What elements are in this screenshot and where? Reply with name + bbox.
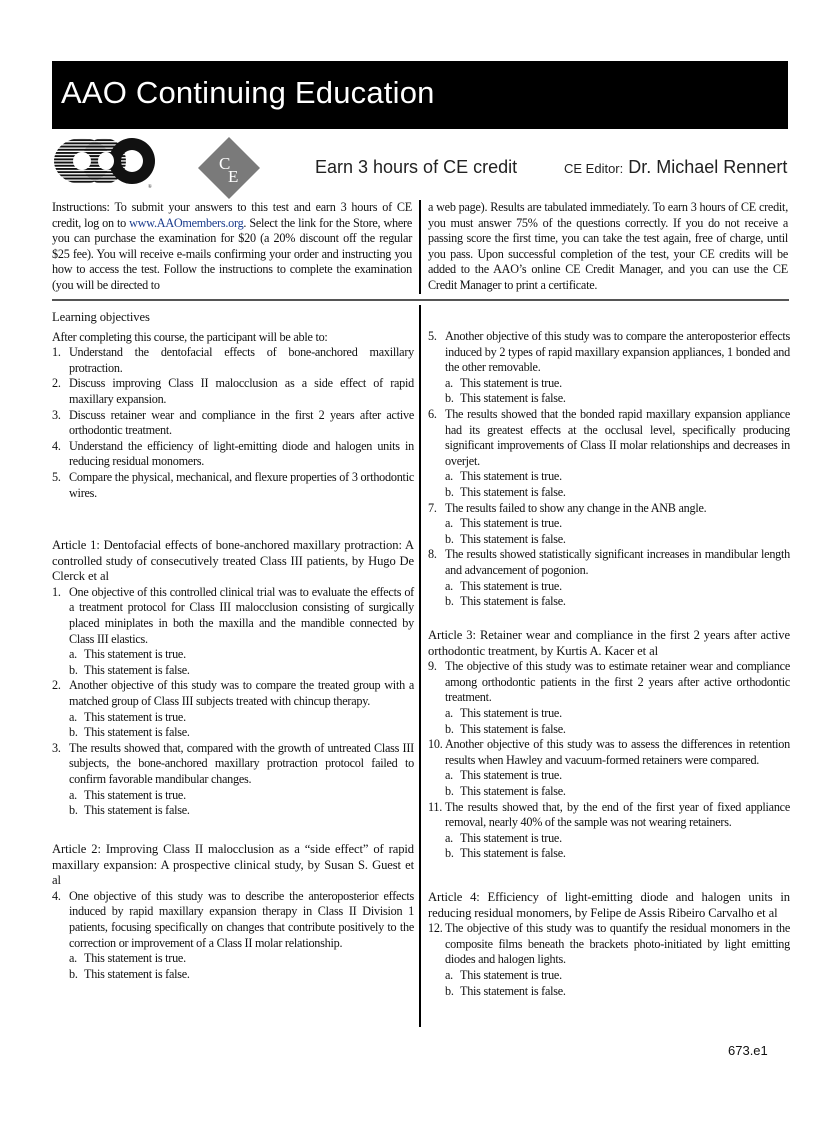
objective-item — [52, 439, 414, 470]
question — [428, 547, 790, 578]
article-heading: Article 4: Efficiency of light-emitting diode and halogen units in reducing residual monomers, by Felipe de Assis Ribeiro Carvalho et al — [428, 890, 790, 920]
question — [428, 407, 790, 469]
option-b-text: This statement is false. — [460, 484, 566, 499]
option-b[interactable] — [428, 722, 790, 738]
column-divider — [419, 200, 421, 294]
question-number: 12. — [428, 921, 443, 936]
option-b-letter: b. — [69, 725, 78, 740]
option-b-text: This statement is false. — [460, 721, 566, 736]
svg-text:C: C — [219, 154, 231, 173]
question-number: 2. — [52, 678, 61, 693]
question-number: 3. — [52, 740, 61, 755]
option-a[interactable] — [428, 831, 790, 847]
option-b[interactable] — [428, 485, 790, 501]
svg-text:®: ® — [148, 185, 152, 190]
objective-item — [52, 345, 414, 376]
option-b-text: This statement is false. — [460, 531, 566, 546]
question — [428, 800, 790, 831]
option-a-text: This statement is true. — [460, 830, 562, 845]
question — [52, 678, 414, 709]
option-b-letter: b. — [445, 721, 454, 736]
article-heading: Article 3: Retainer wear and compliance in the first 2 years after active orthodontic treatment, by Kurtis A. Kacer et al — [428, 628, 790, 658]
question — [52, 741, 414, 788]
option-a[interactable] — [428, 469, 790, 485]
option-a-letter: a. — [445, 578, 453, 593]
option-a-text: This statement is true. — [84, 787, 186, 802]
option-b[interactable] — [428, 594, 790, 610]
question-text: The results showed statistically significant increases in mandibular length and advancement of pogonion. — [445, 547, 790, 577]
option-a-text: This statement is true. — [84, 647, 186, 662]
question-text: Another objective of this study was to assess the differences in retention results when Hawley and vacuum-formed retainers were compared. — [445, 737, 790, 767]
question — [428, 501, 790, 517]
option-a-letter: a. — [445, 375, 453, 390]
ce-badge-icon — [198, 137, 260, 199]
option-a-text: This statement is true. — [460, 578, 562, 593]
option-b[interactable] — [52, 663, 414, 679]
option-b-text: This statement is false. — [84, 966, 190, 981]
objective-item — [52, 376, 414, 407]
question-number: 4. — [52, 888, 61, 903]
option-b[interactable] — [428, 391, 790, 407]
question-text: The results showed that, by the end of the first year of fixed appliance removal, nearly 40% of the sample was not wearing retainers. — [445, 799, 790, 830]
editor-label: CE Editor: — [564, 161, 624, 176]
option-b[interactable] — [52, 803, 414, 819]
instructions-text: Instructions: To submit your answers to this test and earn 3 hours of CE credit, log on to — [52, 200, 412, 230]
objective-number: 4. — [52, 438, 61, 453]
option-a-text: This statement is true. — [460, 768, 562, 783]
article-1 — [52, 538, 414, 819]
option-a-letter: a. — [69, 647, 77, 662]
aao-members-link[interactable]: www.AAOmembers.org — [129, 215, 244, 230]
option-b[interactable] — [428, 784, 790, 800]
option-a[interactable] — [52, 647, 414, 663]
option-a-letter: a. — [445, 830, 453, 845]
option-b-text: This statement is false. — [460, 391, 566, 406]
option-b-letter: b. — [445, 531, 454, 546]
option-b-text: This statement is false. — [460, 594, 566, 609]
option-b-letter: b. — [445, 484, 454, 499]
option-b-text: This statement is false. — [460, 846, 566, 861]
question-number: 7. — [428, 500, 437, 515]
objective-item — [52, 408, 414, 439]
objectives-intro: After completing this course, the participant will be able to: — [52, 329, 328, 344]
question-text: The results showed that the bonded rapid maxillary expansion appliance had its greatest effects at the occlusal level, specifically producing significant improvements of Class II molar relationships and decreases in overjet. — [445, 406, 790, 468]
option-b-letter: b. — [445, 594, 454, 609]
question — [428, 659, 790, 706]
question-number: 10. — [428, 737, 443, 752]
option-a-text: This statement is true. — [84, 709, 186, 724]
option-a-letter: a. — [69, 709, 77, 724]
option-b-letter: b. — [445, 846, 454, 861]
option-b-letter: b. — [445, 391, 454, 406]
article-4 — [428, 890, 790, 999]
question — [52, 889, 414, 951]
question-text: The results failed to show any change in the ANB angle. — [445, 500, 707, 515]
question — [52, 585, 414, 647]
question-text: Another objective of this study was to compare the treated group with a matched group of Class III subjects treated with chincup therapy. — [69, 678, 414, 708]
question — [428, 329, 790, 376]
instructions-left — [52, 200, 412, 294]
option-a[interactable] — [428, 768, 790, 784]
option-a[interactable] — [52, 951, 414, 967]
option-a[interactable] — [428, 706, 790, 722]
question-text: The objective of this study was to quantify the residual monomers in the composite films beneath the brackets photo-initiated by light emitting diodes and halogen lights. — [445, 921, 790, 967]
banner-title: AAO Continuing Education — [61, 75, 435, 110]
option-a[interactable] — [52, 788, 414, 804]
instructions-right: a web page). Results are tabulated immediately. To earn 3 hours of CE credit, you must answer 75% of the questions correctly. If you do not receive a passing score the first time, you can take the test again, free of charge, until you pass. Upon successful completion of the test, your CE credits will be added to the AAO’s online CE Credit Manager, and you can use the CE Credit Manager to print a certificate. — [428, 200, 788, 292]
option-a[interactable] — [428, 579, 790, 595]
question — [428, 737, 790, 768]
question-number: 11. — [428, 799, 443, 814]
option-a-letter: a. — [445, 967, 453, 982]
option-b[interactable] — [428, 532, 790, 548]
objectives-heading: Learning objectives — [52, 310, 150, 324]
objective-text: Understand the efficiency of light-emitting diode and halogen units in reducing residual monomers. — [69, 438, 414, 469]
option-b-text: This statement is false. — [460, 783, 566, 798]
objective-number: 1. — [52, 345, 61, 360]
article-2 — [52, 842, 414, 982]
option-a-text: This statement is true. — [460, 469, 562, 484]
svg-text:E: E — [228, 167, 239, 186]
option-b-letter: b. — [69, 966, 78, 981]
option-a-letter: a. — [69, 787, 77, 802]
objective-text: Discuss retainer wear and compliance in the first 2 years after active orthodontic treatment. — [69, 407, 414, 438]
option-b-text: This statement is false. — [84, 803, 190, 818]
option-a-letter: a. — [445, 768, 453, 783]
option-b[interactable] — [52, 967, 414, 983]
objective-text: Discuss improving Class II malocclusion as a side effect of rapid maxillary expansion. — [69, 376, 414, 406]
question — [428, 921, 790, 968]
option-b-letter: b. — [69, 662, 78, 677]
option-a[interactable] — [428, 376, 790, 392]
question-number: 1. — [52, 584, 61, 599]
option-b[interactable] — [52, 725, 414, 741]
option-b-text: This statement is false. — [84, 725, 190, 740]
option-a[interactable] — [428, 516, 790, 532]
objective-number: 5. — [52, 469, 61, 484]
learning-objectives — [52, 310, 414, 501]
option-a-letter: a. — [69, 951, 77, 966]
option-a[interactable] — [52, 710, 414, 726]
horizontal-rule — [52, 299, 789, 301]
column-divider — [419, 305, 421, 1027]
page-number: 673.e1 — [728, 1043, 768, 1058]
objective-item — [52, 470, 414, 501]
article-heading: Article 1: Dentofacial effects of bone-anchored maxillary protraction: A controlled study of consecutively treated Class III patients, by Hugo De Clerck et al — [52, 538, 414, 584]
option-a[interactable] — [428, 968, 790, 984]
option-b-letter: b. — [445, 783, 454, 798]
question-number: 9. — [428, 659, 437, 674]
question-number: 5. — [428, 329, 437, 343]
option-a-text: This statement is true. — [460, 705, 562, 720]
editor-name: Dr. Michael Rennert — [628, 157, 788, 177]
option-a-text: This statement is true. — [460, 967, 562, 982]
question-text: One objective of this study was to describe the anteroposterior effects induced by rapid maxillary expansion therapy in Class II Division 1 patients, focusing specifically on changes that contribute positively to the correction or improvement of a Class II molar relationship. — [69, 888, 414, 950]
option-a-letter: a. — [445, 469, 453, 484]
article-3 — [428, 628, 790, 862]
article-2-continued — [428, 329, 790, 610]
question-text: The objective of this study was to estimate retainer wear and compliance among orthodontic patients in the first 2 years after active orthodontic treatment. — [445, 659, 790, 705]
option-a-text: This statement is true. — [84, 951, 186, 966]
earn-credit-text: Earn 3 hours of CE credit — [315, 157, 518, 177]
article-heading: Article 2: Improving Class II malocclusion as a “side effect” of rapid maxillary expansion: A prospective clinical study, by Susan S. Guest et al — [52, 842, 414, 888]
option-a-letter: a. — [445, 705, 453, 720]
question-number: 6. — [428, 406, 437, 421]
ce-editor — [564, 157, 787, 178]
option-a-text: This statement is true. — [460, 375, 562, 390]
question-number: 8. — [428, 547, 437, 562]
option-a-letter: a. — [445, 516, 453, 531]
question-text: Another objective of this study was to compare the anteroposterior effects induced by 2 types of rapid maxillary expansion appliances, 1 bonded and the other removable. — [445, 329, 790, 375]
option-a-text: This statement is true. — [460, 516, 562, 531]
option-b-letter: b. — [445, 983, 454, 998]
objective-number: 2. — [52, 376, 61, 391]
objective-text: Understand the dentofacial effects of bone-anchored maxillary protraction. — [69, 345, 414, 375]
banner — [52, 61, 788, 129]
option-b-text: This statement is false. — [460, 983, 566, 998]
aao-logo — [52, 136, 158, 190]
objective-number: 3. — [52, 407, 61, 422]
option-b-letter: b. — [69, 803, 78, 818]
question-text: The results showed that, compared with the growth of untreated Class III subjects, the bone-anchored maxillary protraction protocol failed to confirm favorable mandibular changes. — [69, 740, 414, 786]
instructions-text-cont: . Select the link for the Store, where you can purchase the examination for $20 (a 20% discount off the regular $25 fee). You will receive e-mails confirming your order and instructing you how to access the test. Follow the instructions to complete the examination (you will be directed to — [52, 215, 412, 292]
option-b-text: This statement is false. — [84, 662, 190, 677]
objective-text: Compare the physical, mechanical, and flexure properties of 3 orthodontic wires. — [69, 469, 414, 500]
option-b[interactable] — [428, 846, 790, 862]
question-text: One objective of this controlled clinical trial was to evaluate the effects of a treatment protocol for Class III malocclusion consisting of surgically placed miniplates in both the maxilla and the mandible connected by Class III elastics. — [69, 584, 414, 646]
option-b[interactable] — [428, 984, 790, 1000]
